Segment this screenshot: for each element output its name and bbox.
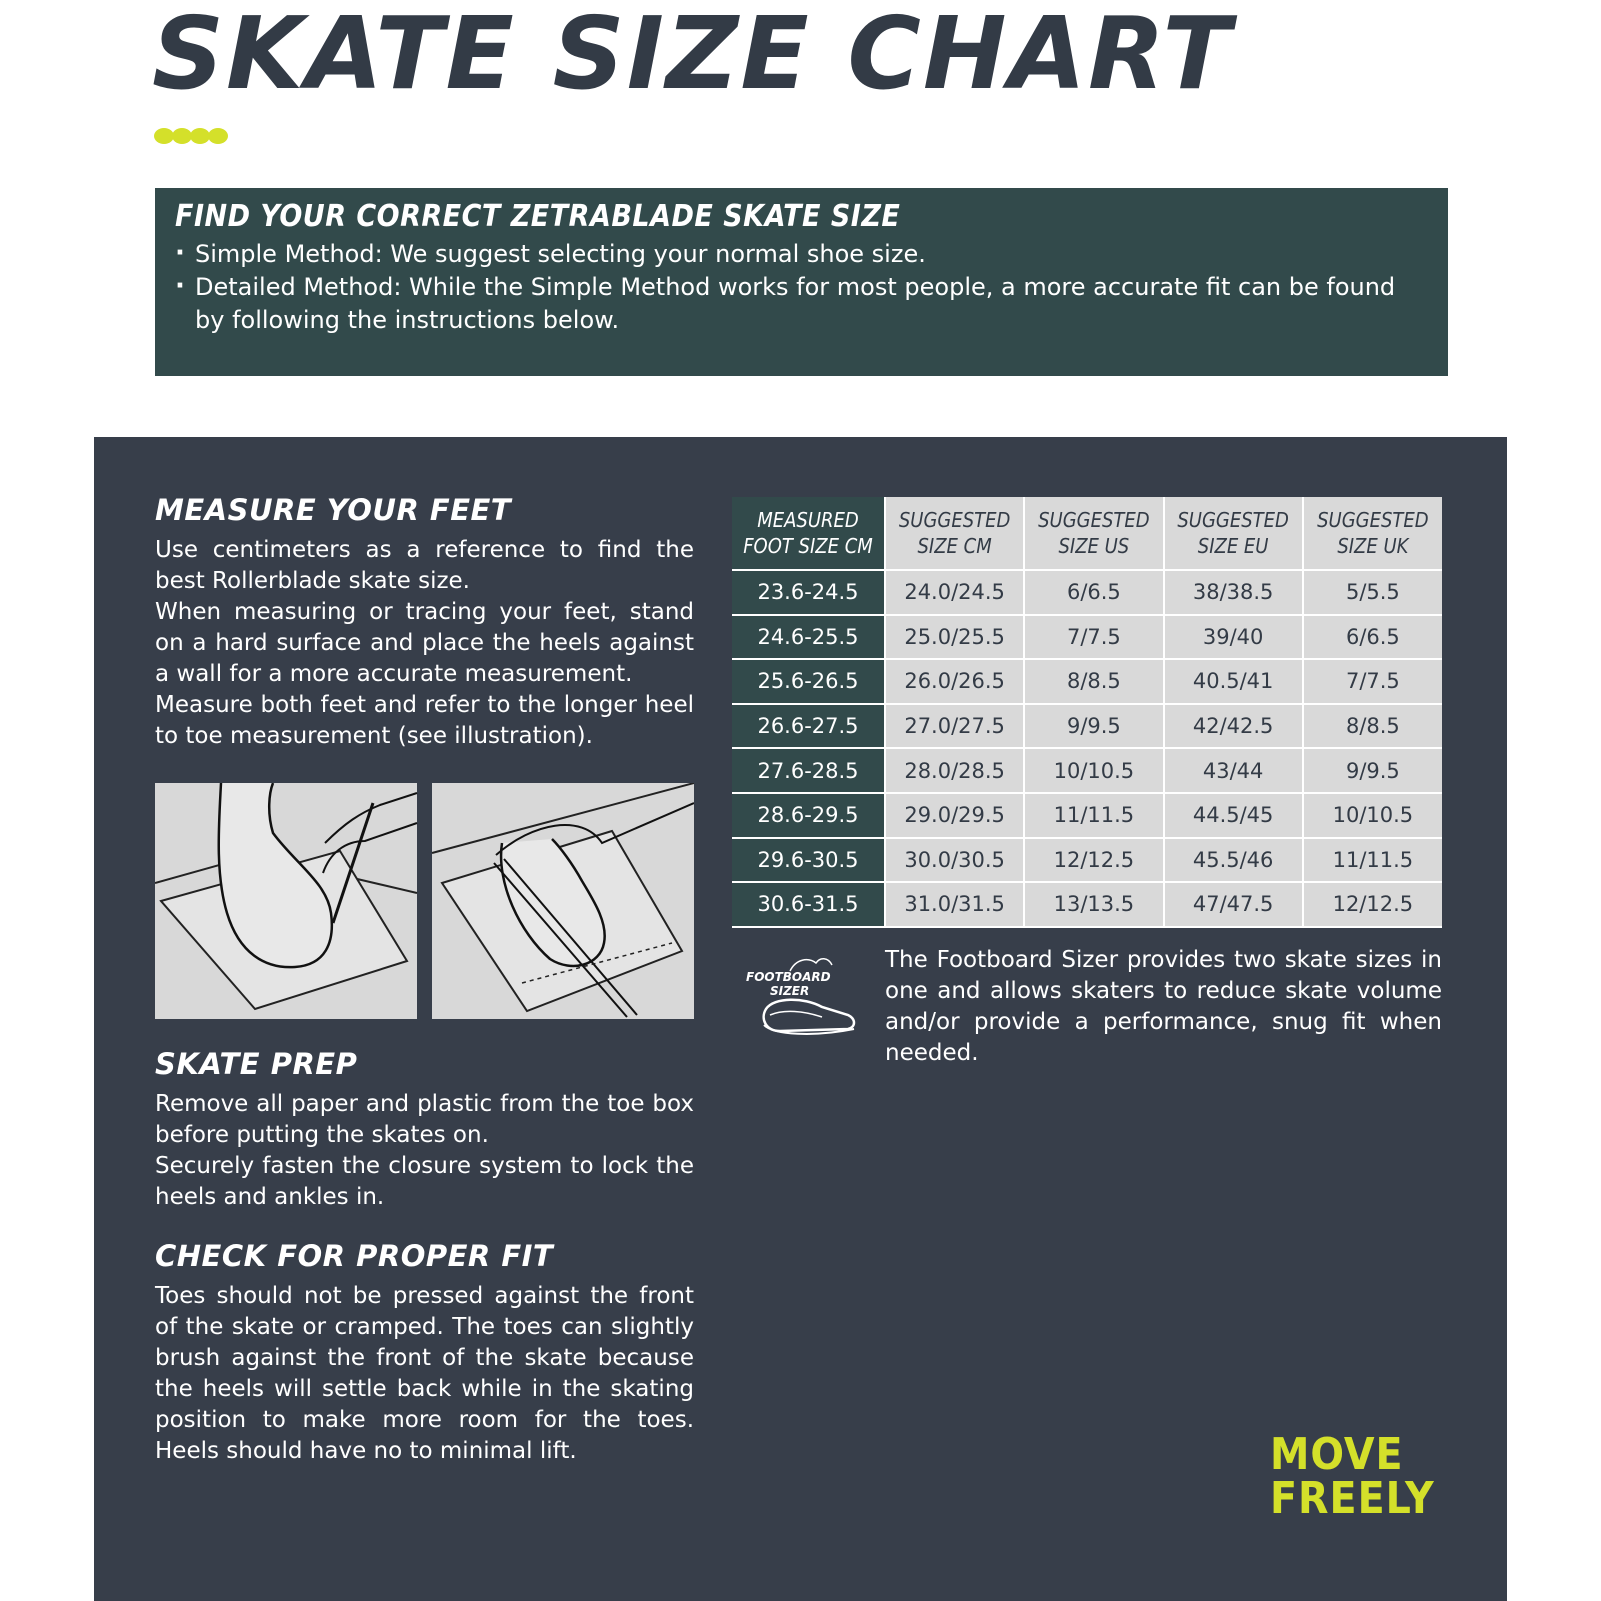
table-cell: 45.5/46 (1164, 838, 1303, 883)
table-row (732, 570, 1442, 615)
footboard-logo-line: SIZER (770, 984, 810, 998)
table-cell: 8/8.5 (1303, 704, 1442, 749)
table-cell: 9/9.5 (1303, 748, 1442, 793)
column-header-us: SUGGESTED SIZE US (1024, 497, 1163, 570)
measure-heading: MEASURE YOUR FEET (155, 493, 512, 527)
table-cell: 29.0/29.5 (885, 793, 1024, 838)
intro-list (175, 238, 1428, 337)
table-cell: 8/8.5 (1024, 659, 1163, 704)
table-cell: 26.6-27.5 (732, 704, 885, 749)
measure-paragraph: When measuring or tracing your feet, stand on a hard surface and place the heels against a wall for a more accurate measurement. (155, 599, 694, 687)
table-cell: 11/11.5 (1024, 793, 1163, 838)
table-cell: 6/6.5 (1024, 570, 1163, 615)
table-row (732, 793, 1442, 838)
size-table (732, 497, 1442, 928)
table-cell: 9/9.5 (1024, 704, 1163, 749)
table-row (732, 704, 1442, 749)
table-cell: 28.6-29.5 (732, 793, 885, 838)
column-header-cm: SUGGESTED SIZE CM (885, 497, 1024, 570)
table-cell: 30.0/30.5 (885, 838, 1024, 883)
footboard-sizer-logo (744, 953, 860, 1039)
intro-bullet-detailed: · Detailed Method: While the Simple Method works for most people, a more accurate fit can be found by following the instructions below. (175, 271, 1428, 337)
table-cell: 47/47.5 (1164, 882, 1303, 927)
table-cell: 28.0/28.5 (885, 748, 1024, 793)
foot-measuring-illustration (432, 783, 694, 1019)
prep-section (155, 1047, 694, 1213)
measure-paragraph: Use centimeters as a reference to find the best Rollerblade skate size. (155, 537, 694, 594)
table-cell: 12/12.5 (1303, 882, 1442, 927)
table-cell: 26.0/26.5 (885, 659, 1024, 704)
table-cell: 5/5.5 (1303, 570, 1442, 615)
table-cell: 40.5/41 (1164, 659, 1303, 704)
brand-line: FREELY (1270, 1473, 1435, 1524)
table-row (732, 659, 1442, 704)
column-header-eu: SUGGESTED SIZE EU (1164, 497, 1303, 570)
footboard-description: The Footboard Sizer provides two skate sizes in one and allows skaters to reduce skate volume and/or provide a performance, snug fit when needed. (885, 947, 1442, 1066)
table-header-row (732, 497, 1442, 570)
table-cell: 42/42.5 (1164, 704, 1303, 749)
fit-heading: CHECK FOR PROPER FIT (155, 1239, 554, 1273)
table-cell: 24.6-25.5 (732, 615, 885, 660)
prep-heading: SKATE PREP (155, 1047, 358, 1081)
size-guide-panel (94, 437, 1507, 1601)
table-cell: 25.6-26.5 (732, 659, 885, 704)
table-cell: 10/10.5 (1303, 793, 1442, 838)
fit-text (155, 1281, 694, 1467)
table-cell: 25.0/25.5 (885, 615, 1024, 660)
foot-tracing-illustration (155, 783, 417, 1019)
measure-paragraph: Measure both feet and refer to the longer heel to toe measurement (see illustration). (155, 692, 694, 749)
table-cell: 7/7.5 (1024, 615, 1163, 660)
page-title: SKATE SIZE CHART (152, 0, 1233, 112)
table-cell: 11/11.5 (1303, 838, 1442, 883)
measure-section (155, 493, 694, 752)
table-cell: 12/12.5 (1024, 838, 1163, 883)
table-cell: 6/6.5 (1303, 615, 1442, 660)
intro-bullet-simple: · Simple Method: We suggest selecting your normal shoe size. (175, 238, 1428, 271)
table-row (732, 615, 1442, 660)
table-cell: 43/44 (1164, 748, 1303, 793)
wheel-dots-icon (152, 126, 232, 146)
intro-box (155, 188, 1448, 376)
prep-paragraph: Securely fasten the closure system to lock the heels and ankles in. (155, 1153, 694, 1210)
column-header-measured: MEASURED FOOT SIZE CM (732, 497, 885, 570)
table-cell: 23.6-24.5 (732, 570, 885, 615)
table-cell: 24.0/24.5 (885, 570, 1024, 615)
footboard-logo-line: FOOTBOARD (746, 970, 831, 984)
fit-section (155, 1239, 694, 1467)
table-row (732, 838, 1442, 883)
measurement-illustrations (155, 783, 694, 1019)
table-cell: 38/38.5 (1164, 570, 1303, 615)
intro-heading: FIND YOUR CORRECT ZETRABLADE SKATE SIZE (175, 199, 901, 234)
prep-paragraph: Remove all paper and plastic from the toe box before putting the skates on. (155, 1091, 694, 1148)
measure-text (155, 535, 694, 752)
column-header-uk: SUGGESTED SIZE UK (1303, 497, 1442, 570)
table-cell: 29.6-30.5 (732, 838, 885, 883)
brand-line: MOVE (1270, 1429, 1404, 1480)
move-freely-logo (1270, 1429, 1450, 1533)
table-cell: 44.5/45 (1164, 793, 1303, 838)
table-cell: 13/13.5 (1024, 882, 1163, 927)
table-cell: 27.6-28.5 (732, 748, 885, 793)
table-cell: 39/40 (1164, 615, 1303, 660)
fit-paragraph: Toes should not be pressed against the front of the skate or cramped. The toes can slightly brush against the front of the skate because the heels will settle back while in the skating position to make more room for the toes. Heels should have no to minimal lift. (155, 1283, 694, 1464)
table-cell: 7/7.5 (1303, 659, 1442, 704)
table-cell: 10/10.5 (1024, 748, 1163, 793)
table-row (732, 748, 1442, 793)
table-cell: 31.0/31.5 (885, 882, 1024, 927)
prep-text (155, 1089, 694, 1213)
table-cell: 30.6-31.5 (732, 882, 885, 927)
table-cell: 27.0/27.5 (885, 704, 1024, 749)
table-row (732, 882, 1442, 927)
